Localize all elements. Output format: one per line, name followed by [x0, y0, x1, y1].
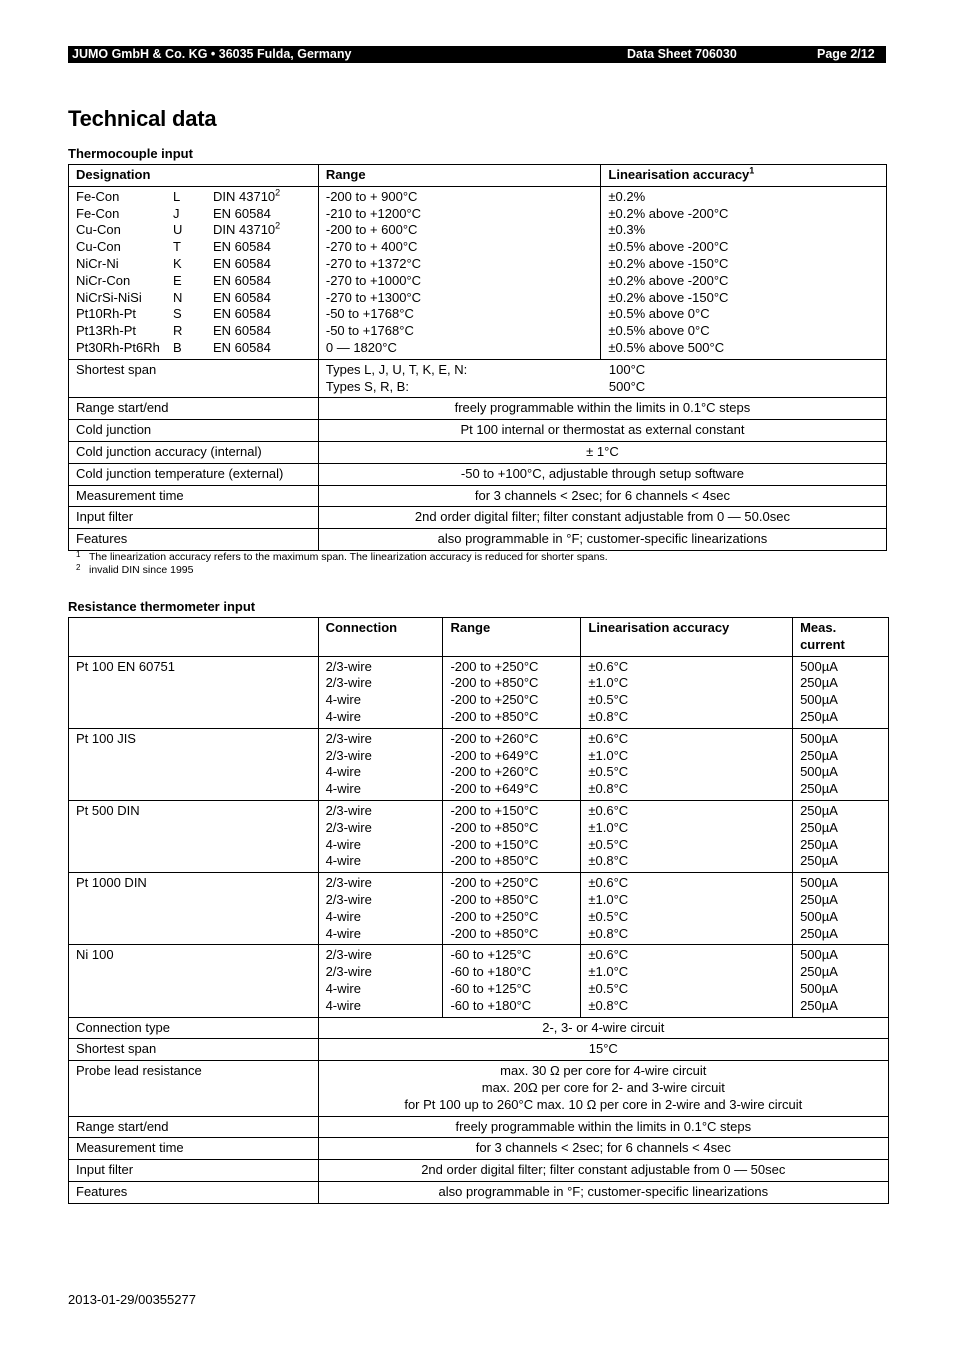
sensor-cur-value: 250µA — [800, 802, 838, 818]
sensor-acc-cell — [581, 800, 793, 872]
company-name: JUMO GmbH & Co. KG • 36035 Fulda, Germany — [72, 47, 352, 61]
property-row — [69, 1181, 889, 1203]
thermocouple-standard: EN 60584 — [213, 306, 271, 322]
sensor-cur-value: 250µA — [800, 747, 838, 763]
property-row — [69, 420, 887, 442]
sensor-conn-value: 2/3-wire — [325, 747, 372, 763]
property-label: Features — [69, 1181, 319, 1203]
sensor-range-value: -200 to +260°C — [450, 730, 539, 746]
sensor-acc-value: ±0.6°C — [588, 658, 629, 674]
thermocouple-designation — [76, 290, 311, 307]
sensor-cur-value: 500µA — [800, 658, 838, 674]
thermocouple-designation — [76, 273, 311, 290]
footnote: $^2$ invalid DIN since 1995 — [76, 563, 194, 576]
thermocouple-range: -270 to +1300°C — [325, 289, 422, 305]
thermocouple-range: -270 to +1372°C — [325, 255, 422, 271]
sensor-acc-value: ±0.5°C — [588, 692, 629, 708]
thermocouple-types-row — [69, 186, 887, 359]
thermocouple-name: Cu-Con — [76, 222, 121, 238]
thermocouple-accuracy: ±0.2% above -150°C — [608, 255, 729, 271]
thermocouple-range: -50 to +1768°C — [325, 323, 414, 339]
property-row — [69, 463, 887, 485]
thermocouple-designation — [76, 340, 311, 357]
thermocouple-designation — [76, 239, 311, 256]
sensor-conn-cell — [318, 945, 443, 1017]
property-label: Features — [69, 529, 319, 551]
col-linearisation-accuracy: Linearisation accuracy — [581, 618, 793, 657]
property-line: for Pt 100 up to 260°C max. 10 Ω per core in 2-wire and 3-wire circuit — [404, 1096, 803, 1112]
property-value: also programmable in °F; customer-specific linearizations — [318, 529, 886, 551]
sensor-acc-value: ±0.8°C — [588, 853, 629, 869]
sensor-acc-value: ±0.8°C — [588, 781, 629, 797]
sensor-conn-value: 4-wire — [325, 692, 361, 708]
page-title: Technical data — [68, 106, 217, 131]
sensor-cur-cell — [793, 945, 889, 1017]
thermocouple-table — [68, 164, 887, 551]
sensor-cur-value: 250µA — [800, 675, 838, 691]
property-label: Input filter — [69, 1160, 319, 1182]
thermocouple-name: Pt13Rh-Pt — [76, 323, 136, 339]
thermocouple-standard: DIN 43710 — [213, 222, 276, 238]
sensor-range-value: -200 to +850°C — [450, 819, 539, 835]
sensor-conn-value: 4-wire — [325, 908, 361, 924]
sensor-acc-value: ±0.5°C — [588, 836, 629, 852]
sensor-row — [69, 656, 889, 728]
sensor-cur-value: 500µA — [800, 980, 838, 996]
sensor-name: Ni 100 — [69, 945, 319, 1017]
sensor-acc-value: ±0.6°C — [588, 875, 629, 891]
sensor-cur-value: 500µA — [800, 692, 838, 708]
property-label: Input filter — [69, 507, 319, 529]
sensor-cur-value: 250µA — [800, 708, 838, 724]
sensor-conn-value: 2/3-wire — [325, 675, 372, 691]
col-connection: Connection — [318, 618, 443, 657]
thermocouple-standard: DIN 43710 — [213, 188, 276, 204]
sensor-acc-value: ±1.0°C — [588, 964, 629, 980]
sensor-row — [69, 800, 889, 872]
sensor-range-value: -200 to +150°C — [450, 836, 539, 852]
thermocouple-accuracy: ±0.5% above -200°C — [608, 239, 729, 255]
sensor-conn-value: 4-wire — [325, 925, 361, 941]
sensor-acc-cell — [581, 656, 793, 728]
thermocouple-standard: EN 60584 — [213, 289, 271, 305]
sensor-range-value: -200 to +260°C — [450, 764, 539, 780]
thermocouple-range: -50 to +1768°C — [325, 306, 414, 322]
sensor-acc-value: ±1.0°C — [588, 747, 629, 763]
datasheet-number: Data Sheet 706030 — [627, 47, 737, 61]
property-label: Cold junction accuracy (internal) — [69, 441, 319, 463]
property-label: Connection type — [69, 1017, 319, 1039]
property-value: freely programmable within the limits in 0.1°C steps — [318, 398, 886, 420]
property-row — [69, 441, 887, 463]
thermocouple-designation — [76, 206, 311, 223]
sensor-range-value: -200 to +649°C — [450, 747, 539, 763]
sensor-acc-value: ±0.6°C — [588, 947, 629, 963]
thermocouple-code: K — [173, 255, 182, 271]
sensor-conn-cell — [318, 728, 443, 800]
thermocouple-code: L — [173, 188, 181, 204]
sensor-row — [69, 873, 889, 945]
sensor-range-value: -200 to +250°C — [450, 908, 539, 924]
thermocouple-code: B — [173, 339, 182, 355]
sensor-conn-value: 4-wire — [325, 853, 361, 869]
shortest-span-value: 100°C — [608, 361, 646, 377]
shortest-span-row — [69, 359, 887, 398]
thermocouple-code: E — [173, 272, 182, 288]
thermocouple-range: -270 to +1000°C — [325, 272, 422, 288]
sensor-conn-cell — [318, 656, 443, 728]
sensor-name: Pt 500 DIN — [69, 800, 319, 872]
thermocouple-designation — [76, 189, 311, 206]
sensor-conn-value: 2/3-wire — [325, 964, 372, 980]
thermocouple-range: 0 — 1820°C — [325, 339, 397, 355]
footnote-ref: 2 — [275, 187, 281, 198]
col-sensor — [69, 618, 319, 657]
sensor-cur-cell — [793, 728, 889, 800]
property-value — [318, 1138, 888, 1160]
sensor-range-value: -200 to +850°C — [450, 708, 539, 724]
document-id: 2013-01-29/00355277 — [68, 1292, 196, 1307]
sensor-range-value: -200 to +850°C — [450, 853, 539, 869]
thermocouple-accuracy: ±0.2% above -200°C — [608, 272, 729, 288]
sensor-range-cell — [443, 873, 581, 945]
sensor-conn-value: 2/3-wire — [325, 875, 372, 891]
sensor-conn-cell — [318, 800, 443, 872]
sensor-row — [69, 728, 889, 800]
property-label: Range start/end — [69, 398, 319, 420]
sensor-cur-value: 250µA — [800, 891, 838, 907]
thermocouple-code: R — [173, 323, 183, 339]
shortest-span-types: Types S, R, B: — [325, 378, 409, 394]
sensor-acc-value: ±0.8°C — [588, 708, 629, 724]
sensor-cur-value: 250µA — [800, 819, 838, 835]
thermocouple-code: J — [173, 205, 180, 221]
sensor-conn-value: 4-wire — [325, 836, 361, 852]
property-row — [69, 529, 887, 551]
thermocouple-accuracy: ±0.5% above 0°C — [608, 323, 710, 339]
property-label: Measurement time — [69, 1138, 319, 1160]
sensor-cur-value: 250µA — [800, 853, 838, 869]
sensor-range-cell — [443, 728, 581, 800]
shortest-span-entry — [326, 362, 879, 379]
sensor-row — [69, 945, 889, 1017]
shortest-span-types: Types L, J, U, T, K, E, N: — [325, 361, 468, 377]
sensor-name: Pt 100 JIS — [69, 728, 319, 800]
sensor-cur-value: 500µA — [800, 947, 838, 963]
property-line: also programmable in °F; customer-specific linearizations — [438, 1183, 769, 1199]
thermocouple-name: NiCr-Con — [76, 272, 131, 288]
property-row — [69, 1160, 889, 1182]
sensor-acc-value: ±0.5°C — [588, 980, 629, 996]
shortest-span-values — [318, 359, 886, 398]
sensor-cur-value: 500µA — [800, 908, 838, 924]
sensor-acc-value: ±1.0°C — [588, 675, 629, 691]
sensor-conn-value: 2/3-wire — [325, 819, 372, 835]
sensor-cur-value: 250µA — [800, 997, 838, 1013]
property-row — [69, 485, 887, 507]
property-value: for 3 channels < 2sec; for 6 channels < 4sec — [318, 485, 886, 507]
sensor-name: Pt 1000 DIN — [69, 873, 319, 945]
sensor-range-value: -200 to +250°C — [450, 692, 539, 708]
accuracy-cell — [601, 186, 887, 359]
col-meas-current: Meas. current — [793, 618, 889, 657]
col-linearisation-accuracy: Linearisation accuracy$^1$ — [601, 165, 887, 187]
sensor-range-value: -60 to +125°C — [450, 947, 532, 963]
property-row — [69, 1138, 889, 1160]
sensor-conn-value: 4-wire — [325, 980, 361, 996]
thermocouple-range: -270 to + 400°C — [325, 239, 418, 255]
thermocouple-accuracy: ±0.2% — [608, 188, 646, 204]
sensor-acc-cell — [581, 728, 793, 800]
sensor-acc-value: ±1.0°C — [588, 891, 629, 907]
thermocouple-name: Pt30Rh-Pt6Rh — [76, 339, 160, 355]
thermocouple-code: U — [173, 222, 183, 238]
sensor-range-value: -200 to +250°C — [450, 875, 539, 891]
range-cell — [318, 186, 601, 359]
sensor-acc-value: ±0.5°C — [588, 764, 629, 780]
sensor-acc-value: ±0.8°C — [588, 997, 629, 1013]
property-label: Cold junction temperature (external) — [69, 463, 319, 485]
property-value — [318, 1039, 888, 1061]
property-line: freely programmable within the limits in 0.1°C steps — [455, 1118, 752, 1134]
sensor-conn-value: 4-wire — [325, 764, 361, 780]
property-value: Pt 100 internal or thermostat as external constant — [318, 420, 886, 442]
sensor-cur-value: 250µA — [800, 964, 838, 980]
designation-cell — [69, 186, 319, 359]
thermocouple-standard: EN 60584 — [213, 272, 271, 288]
sensor-range-cell — [443, 800, 581, 872]
sensor-range-value: -60 to +180°C — [450, 964, 532, 980]
property-row — [69, 507, 887, 529]
sensor-cur-value: 500µA — [800, 764, 838, 780]
sensor-cur-cell — [793, 873, 889, 945]
thermocouple-standard: EN 60584 — [213, 339, 271, 355]
footnote: $^1$ The linearization accuracy refers to the maximum span. The linearization accuracy is reduced for shorter spans. — [76, 550, 608, 563]
thermocouple-accuracy: ±0.5% above 0°C — [608, 306, 710, 322]
thermocouple-name: NiCrSi-NiSi — [76, 289, 142, 305]
thermocouple-name: NiCr-Ni — [76, 255, 119, 271]
sensor-conn-value: 4-wire — [325, 708, 361, 724]
property-value: 2nd order digital filter; filter constant adjustable from 0 — 50.0sec — [318, 507, 886, 529]
thermocouple-accuracy: ±0.3% — [608, 222, 646, 238]
sensor-acc-value: ±0.6°C — [588, 802, 629, 818]
sensor-conn-value: 2/3-wire — [325, 891, 372, 907]
thermocouple-code: S — [173, 306, 182, 322]
property-line: 15°C — [588, 1041, 618, 1057]
property-value: ± 1°C — [318, 441, 886, 463]
thermocouple-accuracy: ±0.2% above -150°C — [608, 289, 729, 305]
sensor-conn-value: 4-wire — [325, 997, 361, 1013]
thermocouple-designation — [76, 306, 311, 323]
thermocouple-standard: EN 60584 — [213, 239, 271, 255]
sensor-range-value: -200 to +850°C — [450, 675, 539, 691]
sensor-acc-value: ±1.0°C — [588, 819, 629, 835]
thermocouple-standard: EN 60584 — [213, 205, 271, 221]
sensor-cur-value: 250µA — [800, 781, 838, 797]
thermocouple-designation — [76, 323, 311, 340]
rtd-table — [68, 617, 889, 1204]
sensor-range-value: -200 to +150°C — [450, 802, 539, 818]
sensor-range-cell — [443, 656, 581, 728]
thermocouple-range: -200 to + 900°C — [325, 188, 418, 204]
sensor-acc-value: ±0.5°C — [588, 908, 629, 924]
property-label: Range start/end — [69, 1116, 319, 1138]
sensor-cur-value: 500µA — [800, 730, 838, 746]
property-value — [318, 1017, 888, 1039]
property-line: 2-, 3- or 4-wire circuit — [542, 1019, 665, 1035]
sensor-range-value: -200 to +649°C — [450, 781, 539, 797]
thermocouple-name: Fe-Con — [76, 188, 120, 204]
property-line: max. 20Ω per core for 2- and 3-wire circuit — [481, 1079, 725, 1095]
sensor-cur-cell — [793, 656, 889, 728]
sensor-acc-value: ±0.8°C — [588, 925, 629, 941]
shortest-span-value: 500°C — [608, 378, 646, 394]
sensor-range-cell — [443, 945, 581, 1017]
thermocouple-range: -200 to + 600°C — [325, 222, 418, 238]
property-line: for 3 channels < 2sec; for 6 channels < 4sec — [475, 1140, 731, 1156]
sensor-cur-cell — [793, 800, 889, 872]
sensor-cur-value: 250µA — [800, 925, 838, 941]
property-value — [318, 1116, 888, 1138]
property-line: 2nd order digital filter; filter constant adjustable from 0 — 50sec — [421, 1162, 786, 1178]
thermocouple-designation — [76, 256, 311, 273]
sensor-cur-value: 500µA — [800, 875, 838, 891]
shortest-span-label: Shortest span — [69, 359, 319, 398]
thermocouple-designation — [76, 222, 311, 239]
sensor-conn-cell — [318, 873, 443, 945]
sensor-conn-value: 4-wire — [325, 781, 361, 797]
sensor-range-value: -60 to +125°C — [450, 980, 532, 996]
thermocouple-standard: EN 60584 — [213, 255, 271, 271]
rtd-section-title: Resistance thermometer input — [68, 599, 256, 614]
property-value — [318, 1181, 888, 1203]
page-header-bar — [68, 46, 886, 63]
sensor-acc-cell — [581, 873, 793, 945]
property-row — [69, 1116, 889, 1138]
thermocouple-standard: EN 60584 — [213, 323, 271, 339]
col-range: Range — [318, 165, 601, 187]
property-row — [69, 1039, 889, 1061]
thermocouple-accuracy: ±0.2% above -200°C — [608, 205, 729, 221]
col-designation: Designation — [69, 165, 319, 187]
thermocouple-section-title: Thermocouple input — [68, 146, 193, 161]
sensor-range-value: -60 to +180°C — [450, 997, 532, 1013]
property-label: Measurement time — [69, 485, 319, 507]
property-value — [318, 1160, 888, 1182]
property-row — [69, 1061, 889, 1116]
footnote-text: invalid DIN since 1995 — [89, 564, 194, 576]
sensor-cur-value: 250µA — [800, 836, 838, 852]
property-value — [318, 1061, 888, 1116]
property-label: Shortest span — [69, 1039, 319, 1061]
sensor-conn-value: 2/3-wire — [325, 730, 372, 746]
shortest-span-entry — [326, 379, 879, 396]
sensor-conn-value: 2/3-wire — [325, 947, 372, 963]
property-line: max. 30 Ω per core for 4-wire circuit — [500, 1063, 707, 1079]
thermocouple-name: Fe-Con — [76, 205, 120, 221]
sensor-acc-cell — [581, 945, 793, 1017]
thermocouple-name: Cu-Con — [76, 239, 121, 255]
sensor-conn-value: 2/3-wire — [325, 658, 372, 674]
col-range: Range — [443, 618, 581, 657]
sensor-conn-value: 2/3-wire — [325, 802, 372, 818]
footnote-ref: 2 — [275, 221, 281, 232]
thermocouple-code: N — [173, 289, 183, 305]
thermocouple-name: Pt10Rh-Pt — [76, 306, 136, 322]
thermocouple-code: T — [173, 239, 181, 255]
sensor-range-value: -200 to +850°C — [450, 891, 539, 907]
page-number: Page 2/12 — [817, 47, 875, 61]
sensor-range-value: -200 to +250°C — [450, 658, 539, 674]
footnote-text: The linearization accuracy refers to the maximum span. The linearization accuracy is reduced for shorter spans. — [89, 551, 608, 563]
thermocouple-accuracy: ±0.5% above 500°C — [608, 339, 725, 355]
property-label: Cold junction — [69, 420, 319, 442]
property-row — [69, 398, 887, 420]
property-row — [69, 1017, 889, 1039]
property-label: Probe lead resistance — [69, 1061, 319, 1116]
sensor-name: Pt 100 EN 60751 — [69, 656, 319, 728]
thermocouple-range: -210 to +1200°C — [325, 205, 422, 221]
sensor-acc-value: ±0.6°C — [588, 730, 629, 746]
sensor-range-value: -200 to +850°C — [450, 925, 539, 941]
property-value: -50 to +100°C, adjustable through setup software — [318, 463, 886, 485]
